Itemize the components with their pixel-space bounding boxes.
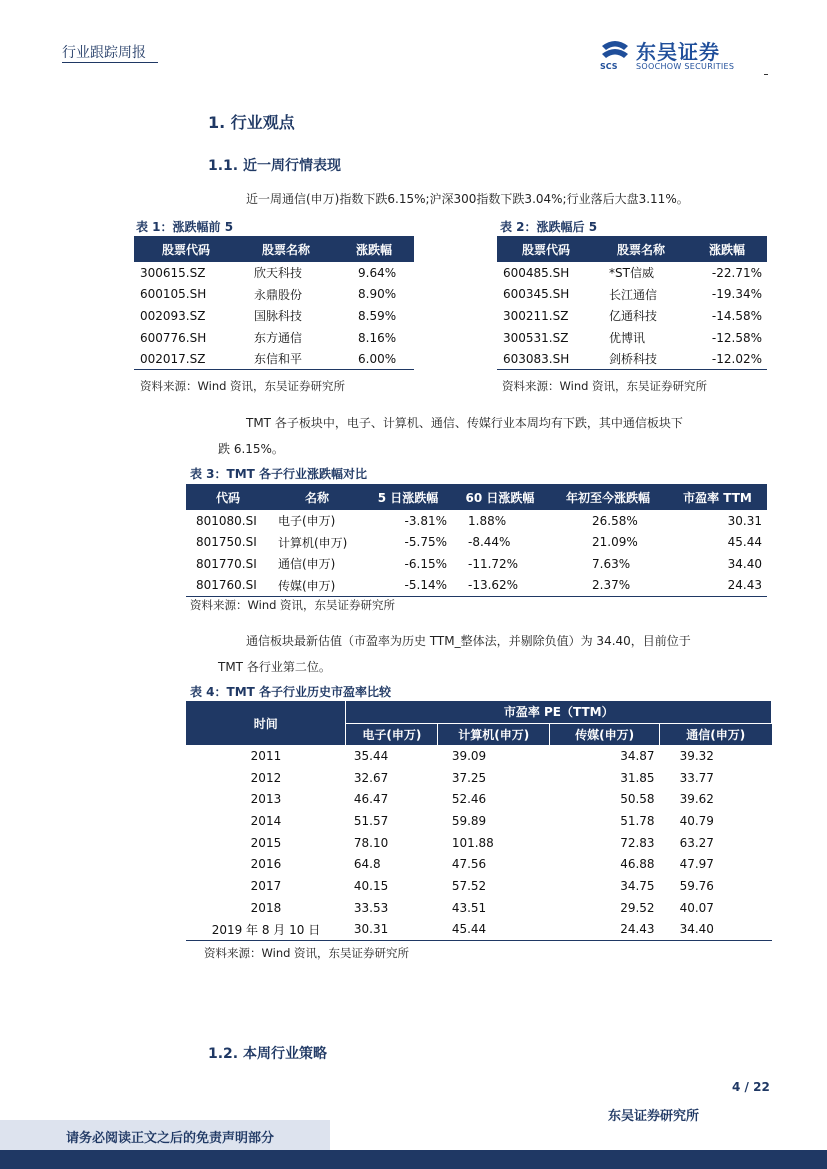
- table-cell: 46.47: [353, 792, 389, 807]
- table-cell: 300211.SZ: [503, 308, 569, 323]
- table-cell: 计算机(申万): [278, 535, 348, 550]
- table-cell: 2019 年 8 月 10 日: [211, 922, 321, 937]
- table-cell: 2013: [250, 792, 282, 807]
- table-cell: 39.62: [679, 792, 714, 807]
- table-cell: 37.25: [451, 770, 487, 785]
- table-cell: 2016: [250, 857, 282, 872]
- table-cell: 50.58: [620, 792, 655, 807]
- table-cell: 传媒(申万): [278, 578, 336, 593]
- table-cell: 亿通科技: [609, 309, 658, 324]
- subsection-heading-1-1: 1.1. 近一周行情表现: [208, 158, 341, 174]
- table1-header: 涨跌幅: [334, 236, 414, 262]
- table-cell: 45.44: [727, 535, 762, 550]
- header-dash: [764, 74, 768, 75]
- table-row: [186, 919, 772, 941]
- table3-caption: 表 3：TMT 各子行业涨跌幅对比: [190, 467, 368, 481]
- table-cell: 40.07: [679, 900, 714, 915]
- table-cell: 30.31: [727, 513, 762, 528]
- historical-pe-table: [186, 701, 772, 941]
- table3-header: 代码: [186, 484, 270, 510]
- table-cell: -19.34%: [711, 287, 762, 302]
- table-cell: 600776.SH: [140, 330, 207, 345]
- table-cell: 东方通信: [254, 331, 303, 346]
- table-cell: 2018: [250, 900, 282, 915]
- table-cell: 002017.SZ: [140, 351, 206, 366]
- table-row: [186, 553, 767, 575]
- table-cell: -6.15%: [404, 556, 447, 571]
- table4-header: 传媒(申万): [550, 723, 660, 745]
- table-cell: 30.31: [353, 922, 389, 937]
- table3-source: 资料来源：Wind 资讯，东吴证券研究所: [190, 598, 396, 612]
- table4-source: 资料来源：Wind 资讯，东吴证券研究所: [204, 946, 410, 960]
- table-row: [497, 262, 767, 284]
- table-cell: 21.09%: [592, 535, 638, 550]
- table4-header: 通信(申万): [660, 723, 772, 745]
- table-row: [134, 305, 414, 327]
- table-cell: 101.88: [451, 835, 494, 850]
- table-row: [186, 875, 772, 897]
- table-cell: 35.44: [353, 748, 389, 763]
- table4-header: 计算机(申万): [438, 723, 550, 745]
- table-row: [186, 510, 767, 532]
- table-cell: 46.88: [620, 857, 655, 872]
- table2-source: 资料来源：Wind 资讯，东吴证券研究所: [502, 379, 708, 393]
- table-cell: 002093.SZ: [140, 308, 206, 323]
- page-number: 4 / 22: [732, 1080, 770, 1094]
- table-cell: 优博讯: [609, 331, 646, 346]
- table-cell: 通信(申万): [278, 557, 336, 572]
- section-heading: 1. 行业观点: [208, 113, 295, 132]
- table-cell: 300531.SZ: [503, 330, 569, 345]
- table-cell: 24.43: [727, 578, 762, 593]
- table2-header: 股票代码: [497, 236, 595, 262]
- table-cell: 51.78: [620, 813, 655, 828]
- logo-mark-text: SCS: [600, 62, 618, 71]
- table-row: [134, 262, 414, 284]
- table-cell: 603083.SH: [503, 351, 570, 366]
- report-type-label: 行业跟踪周报: [62, 45, 146, 61]
- logo-wordmark-cn: 东吴证券: [636, 40, 720, 64]
- table-cell: 电子(申万): [278, 514, 336, 529]
- table2-caption: 表 2：涨跌幅后 5: [500, 220, 598, 234]
- table-cell: -5.75%: [404, 535, 447, 550]
- table-cell: 801770.SI: [196, 556, 257, 571]
- table-cell: 45.44: [451, 922, 487, 937]
- table-cell: 59.89: [451, 813, 487, 828]
- table-cell: 6.00%: [358, 351, 397, 366]
- table-cell: -11.72%: [468, 556, 519, 571]
- table-cell: 51.57: [353, 813, 389, 828]
- table4-time-header: 时间: [186, 701, 346, 745]
- table-cell: 600345.SH: [503, 287, 570, 302]
- table-cell: 34.87: [620, 748, 655, 763]
- table-cell: 63.27: [679, 835, 714, 850]
- table-cell: 33.77: [679, 770, 714, 785]
- table-cell: -14.58%: [711, 308, 762, 323]
- table-cell: *ST信威: [609, 266, 654, 281]
- table-cell: 43.51: [451, 900, 487, 915]
- table-cell: 2017: [250, 878, 282, 893]
- paragraph-tmt-line2: 跌 6.15%。: [218, 442, 284, 456]
- table-cell: 600485.SH: [503, 265, 570, 280]
- table-cell: 33.53: [353, 900, 389, 915]
- table-row: [497, 348, 767, 370]
- bottom-brand-bar: [0, 1150, 827, 1169]
- table-cell: 国脉科技: [254, 309, 303, 324]
- table4-caption: 表 4：TMT 各子行业历史市盈率比较: [190, 685, 392, 699]
- table-cell: -3.81%: [404, 513, 447, 528]
- table-cell: 801760.SI: [196, 578, 257, 593]
- table-cell: 2011: [250, 748, 282, 763]
- table-cell: 2015: [250, 835, 282, 850]
- table-cell: 52.46: [451, 792, 487, 807]
- table-row: [134, 327, 414, 349]
- top5-table: [134, 236, 414, 370]
- table2-header: 股票名称: [595, 236, 687, 262]
- table1-caption: 表 1：涨跌幅前 5: [136, 220, 234, 234]
- table-row: [186, 745, 772, 767]
- table-cell: 59.76: [679, 878, 714, 893]
- header-underline: [62, 62, 158, 63]
- table-cell: 2.37%: [592, 578, 631, 593]
- table-cell: -22.71%: [711, 265, 762, 280]
- table-cell: 26.58%: [592, 513, 638, 528]
- table-row: [186, 767, 772, 789]
- table-cell: 长江通信: [609, 287, 658, 302]
- table-cell: 7.63%: [592, 556, 631, 571]
- tmt-change-table: [186, 484, 767, 597]
- table-cell: 8.16%: [358, 330, 397, 345]
- table-cell: 40.15: [353, 878, 389, 893]
- table3-header: 5 日涨跌幅: [364, 484, 452, 510]
- disclaimer-text: 请务必阅读正文之后的免责声明部分: [66, 1131, 275, 1146]
- table-cell: 2012: [250, 770, 282, 785]
- paragraph-weekly-performance: 近一周通信(申万)指数下跌6.15%;沪深300指数下跌3.04%;行业落后大盘3.11%。: [246, 192, 689, 206]
- table1-source: 资料来源：Wind 资讯，东吴证券研究所: [140, 379, 346, 393]
- table-row: [134, 348, 414, 370]
- table-cell: 34.40: [679, 922, 714, 937]
- table-cell: 78.10: [353, 835, 389, 850]
- table-row: [186, 575, 767, 597]
- table-cell: 8.90%: [358, 287, 397, 302]
- table-cell: 8.59%: [358, 308, 397, 323]
- paragraph-valuation-line1: 通信板块最新估值（市盈率为历史 TTM_整体法，并剔除负值）为 34.40，目前位于: [246, 634, 691, 648]
- table-cell: -12.58%: [711, 330, 762, 345]
- table-cell: 32.67: [353, 770, 389, 785]
- table-cell: 24.43: [620, 922, 655, 937]
- table-cell: 40.79: [679, 813, 714, 828]
- table3-header: 市盈率 TTM: [668, 484, 767, 510]
- table4-header: 电子(申万): [346, 723, 438, 745]
- table3-header: 60 日涨跌幅: [452, 484, 548, 510]
- table1-header: 股票代码: [134, 236, 238, 262]
- table-cell: -8.44%: [468, 535, 511, 550]
- footer-firm-name: 东吴证券研究所: [608, 1109, 700, 1124]
- logo-wordmark-en: SOOCHOW SECURITIES: [636, 62, 735, 71]
- table-cell: -12.02%: [711, 351, 762, 366]
- table-cell: 57.52: [451, 878, 487, 893]
- table-cell: 47.97: [679, 857, 714, 872]
- table-row: [186, 897, 772, 919]
- table-cell: 64.8: [353, 857, 381, 872]
- table-cell: 29.52: [620, 900, 655, 915]
- soochow-logo-icon: [598, 36, 632, 72]
- table-cell: 剑桥科技: [609, 352, 658, 367]
- paragraph-tmt-line1: TMT 各子板块中，电子、计算机、通信、传媒行业本周均有下跌，其中通信板块下: [246, 416, 683, 430]
- table-cell: 72.83: [620, 835, 655, 850]
- table-row: [497, 284, 767, 306]
- table-row: [497, 305, 767, 327]
- table4-group-header: 市盈率 PE（TTM）: [346, 701, 772, 723]
- table-cell: 31.85: [620, 770, 655, 785]
- table3-header: 年初至今涨跌幅: [548, 484, 668, 510]
- paragraph-valuation-line2: TMT 各行业第二位。: [218, 660, 331, 674]
- table-cell: 2014: [250, 813, 282, 828]
- table-cell: -5.14%: [404, 578, 447, 593]
- subsection-heading-1-2: 1.2. 本周行业策略: [208, 1046, 327, 1062]
- table-cell: 34.75: [620, 878, 655, 893]
- table-cell: -13.62%: [468, 578, 519, 593]
- table-cell: 欣天科技: [254, 266, 303, 281]
- table-cell: 39.32: [679, 748, 714, 763]
- table-cell: 9.64%: [358, 265, 397, 280]
- table-row: [186, 532, 767, 554]
- table-cell: 600105.SH: [140, 287, 207, 302]
- table-cell: 39.09: [451, 748, 487, 763]
- table-row: [186, 832, 772, 854]
- table-row: [186, 788, 772, 810]
- table-row: [186, 810, 772, 832]
- table-cell: 1.88%: [468, 513, 507, 528]
- table-cell: 永鼎股份: [254, 287, 303, 302]
- table-cell: 801080.SI: [196, 513, 257, 528]
- table1-header: 股票名称: [238, 236, 334, 262]
- bottom5-table: [497, 236, 767, 370]
- table-cell: 东信和平: [254, 352, 303, 367]
- table-row: [186, 853, 772, 875]
- table2-header: 涨跌幅: [687, 236, 767, 262]
- table3-header: 名称: [270, 484, 364, 510]
- table-cell: 34.40: [727, 556, 762, 571]
- table-cell: 801750.SI: [196, 535, 257, 550]
- table-row: [497, 327, 767, 349]
- table-cell: 300615.SZ: [140, 265, 206, 280]
- table-cell: 47.56: [451, 857, 487, 872]
- table-row: [134, 284, 414, 306]
